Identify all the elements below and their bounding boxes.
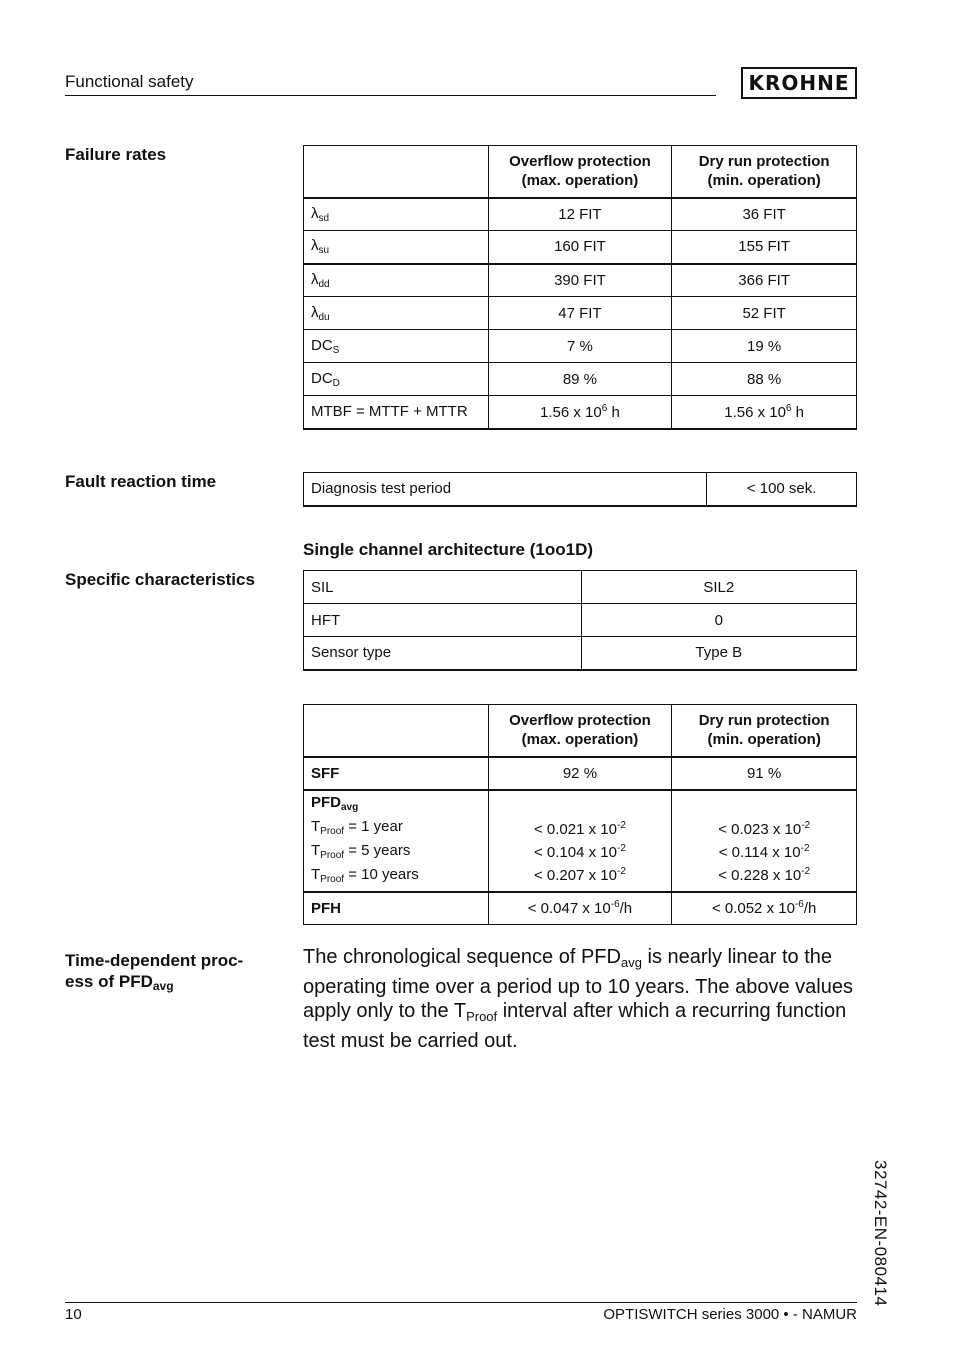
pfd-dryrun-cell: < 0.023 x $10^{-2}$ < 0.114 x $10^{-2}$ < 0.228 x $10^{-2}$ xyxy=(672,790,857,892)
col-dryrun: Dry run protection (min. operation) xyxy=(672,705,857,757)
failure-rates-table xyxy=(303,145,857,430)
spec-value: Type B xyxy=(581,637,857,670)
row-value: 7 % xyxy=(488,330,672,363)
table-header-row xyxy=(304,705,857,757)
table-row xyxy=(304,571,857,604)
table-row xyxy=(304,473,857,506)
table-row xyxy=(304,264,857,297)
row-value: 19 % xyxy=(672,330,857,363)
spec-value: 0 xyxy=(581,604,857,637)
pfh-overflow: < 0.047 x $10^{-6}/h$ xyxy=(488,892,672,925)
footer-rule xyxy=(65,1302,857,1303)
spec-label: HFT xyxy=(304,604,582,637)
row-value: 47 FIT xyxy=(488,297,672,330)
table-row-sff xyxy=(304,757,857,790)
table-row-pfd xyxy=(304,790,857,892)
row-value: 155 FIT xyxy=(672,231,857,264)
table-row xyxy=(304,604,857,637)
table-header-row xyxy=(304,146,857,198)
col-overflow: Overflow protection (max. operation) xyxy=(488,146,672,198)
table-row xyxy=(304,231,857,264)
row-value: 89 % xyxy=(488,363,672,396)
row-label: $\lambda_{sd}$ xyxy=(304,198,489,231)
page-number: 10 xyxy=(65,1306,82,1323)
col-dryrun: Dry run protection (min. operation) xyxy=(672,146,857,198)
empty-cell xyxy=(304,705,489,757)
mtbf-dryrun: 1.56 x $10^6$ h xyxy=(672,396,857,429)
row-label: $\lambda_{du}$ xyxy=(304,297,489,330)
spec-label: Sensor type xyxy=(304,637,582,670)
specific-characteristics-table xyxy=(303,570,857,671)
row-label: $\lambda_{dd}$ xyxy=(304,264,489,297)
col-overflow: Overflow protection (max. operation) xyxy=(488,705,672,757)
diagnosis-value: < 100 sek. xyxy=(707,473,857,506)
sff-overflow: 92 % xyxy=(488,757,672,790)
mtbf-overflow: 1.56 x $10^6$ h xyxy=(488,396,672,429)
pfh-dryrun: < 0.052 x $10^{-6}/h$ xyxy=(672,892,857,925)
spec-label: SIL xyxy=(304,571,582,604)
single-channel-heading: Single channel architecture (1oo1D) xyxy=(303,540,594,559)
table-row xyxy=(304,198,857,231)
sff-pfd-table xyxy=(303,704,857,925)
row-value: 160 FIT xyxy=(488,231,672,264)
row-label: $DC_S$ xyxy=(304,330,489,363)
table-row-mtbf xyxy=(304,396,857,429)
spec-value: SIL2 xyxy=(581,571,857,604)
row-value: 36 FIT xyxy=(672,198,857,231)
diagnosis-label: Diagnosis test period xyxy=(304,473,707,506)
row-label: $\lambda_{su}$ xyxy=(304,231,489,264)
table-row-pfh xyxy=(304,892,857,925)
time-dependent-paragraph: The chronological sequence of $PFD_{avg}$ is nearly linear to the operating time over a period up to 10 years. The above values apply only to the $T_{Proof}$ interval after which a recurring function test must be carried out. xyxy=(303,946,853,1052)
pfd-overflow-cell: < 0.021 x $10^{-2}$ < 0.104 x $10^{-2}$ < 0.207 x $10^{-2}$ xyxy=(488,790,672,892)
footer-product: OPTISWITCH series 3000 • - NAMUR xyxy=(603,1306,857,1323)
pfh-label: PFH xyxy=(304,892,489,925)
row-label: $DC_D$ xyxy=(304,363,489,396)
table-row xyxy=(304,330,857,363)
table-row xyxy=(304,637,857,670)
table-row xyxy=(304,363,857,396)
pfd-label-cell: $PFD_{avg}$ $T_{Proof} = 1$ year $T_{Proof} = 5$ years $T_{Proof} = 10$ years xyxy=(304,790,489,892)
time-dependent-label: Time-dependent proc- ess of $PFD_{avg}$ xyxy=(65,951,244,993)
row-value: 366 FIT xyxy=(672,264,857,297)
sff-label: SFF xyxy=(304,757,489,790)
failure-rates-label: Failure rates xyxy=(65,145,167,164)
mtbf-label: MTBF = MTTF + MTTR xyxy=(304,396,489,429)
header-rule xyxy=(65,95,716,96)
row-value: 390 FIT xyxy=(488,264,672,297)
document-id: 32742-EN-080414 xyxy=(871,1160,890,1307)
fault-reaction-label: Fault reaction time xyxy=(65,472,217,491)
empty-cell xyxy=(304,146,489,198)
table-row xyxy=(304,297,857,330)
row-value: 12 FIT xyxy=(488,198,672,231)
row-value: 52 FIT xyxy=(672,297,857,330)
specific-characteristics-label: Specific characteristics xyxy=(65,570,255,589)
sff-dryrun: 91 % xyxy=(672,757,857,790)
header-title: Functional safety xyxy=(65,72,194,91)
row-value: 88 % xyxy=(672,363,857,396)
fault-reaction-table xyxy=(303,472,857,507)
krohne-logo: KROHNE xyxy=(741,67,857,99)
